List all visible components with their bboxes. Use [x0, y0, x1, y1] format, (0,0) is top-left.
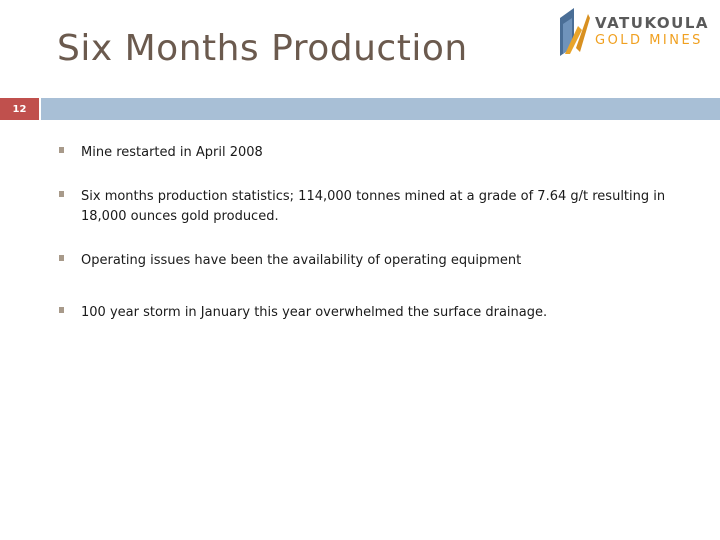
logo-mark-icon	[560, 8, 590, 56]
slide-number: 12	[0, 98, 39, 120]
logo-name-line2: GOLD MINES	[595, 33, 703, 48]
bullet-text: Mine restarted in April 2008	[81, 145, 263, 160]
logo-name-line1: VATUKOULA	[595, 14, 709, 32]
list-item	[57, 251, 667, 271]
company-logo	[560, 8, 710, 58]
bullet-text: 100 year storm in January this year overwhelmed the surface drainage.	[81, 305, 548, 320]
list-item	[57, 143, 667, 163]
bullet-marker-icon	[59, 147, 64, 153]
bullet-list	[57, 143, 667, 323]
list-item	[57, 187, 667, 227]
bullet-text: Operating issues have been the availability of operating equipment	[81, 253, 522, 268]
bullet-marker-icon	[59, 255, 64, 261]
list-item	[57, 303, 667, 323]
bullet-marker-icon	[59, 307, 64, 313]
header-bar	[41, 98, 720, 120]
slide-title: Six Months Production	[57, 28, 468, 69]
bullet-text: Six months production statistics; 114,000 tonnes mined at a grade of 7.64 g/t resulting in 18,000 ounces gold produced.	[81, 189, 666, 224]
bullet-marker-icon	[59, 191, 64, 197]
